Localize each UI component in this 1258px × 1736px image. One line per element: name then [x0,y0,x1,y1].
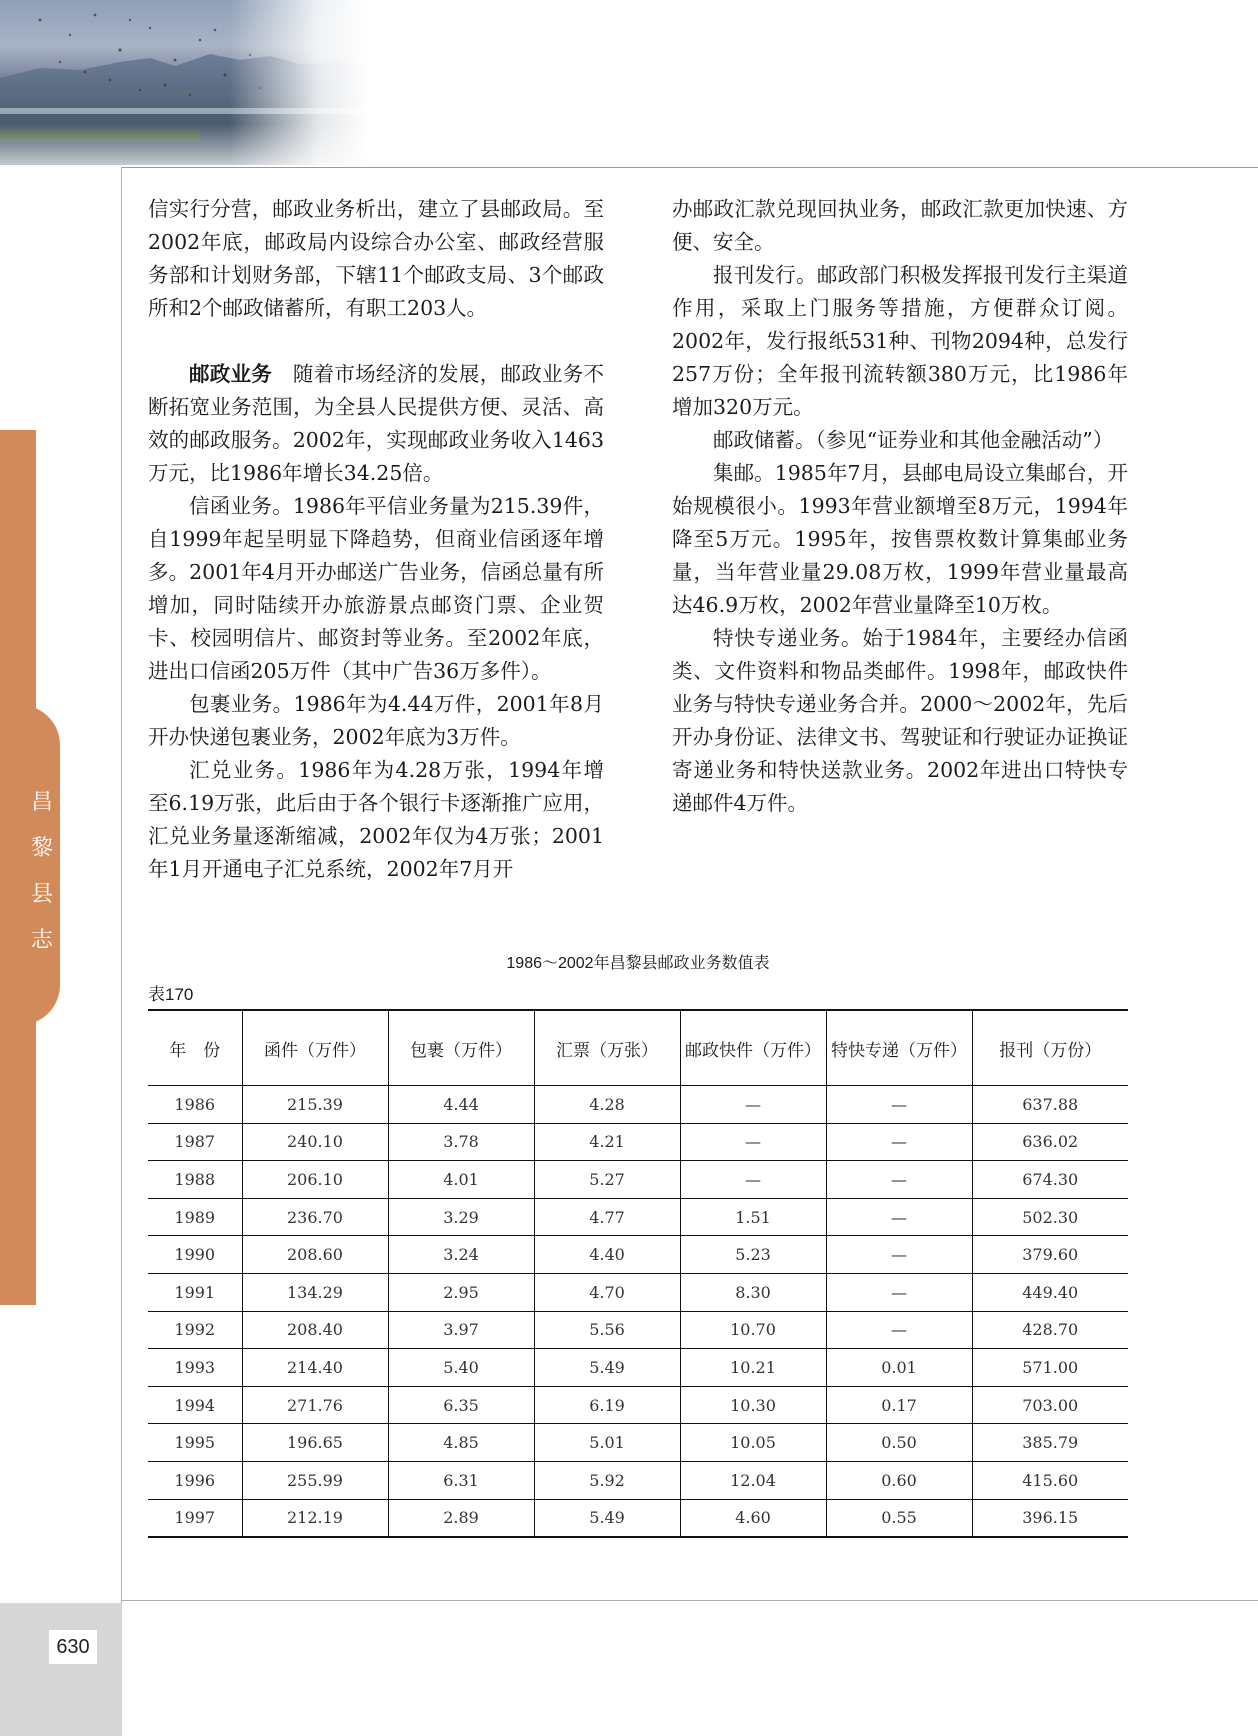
table-cell: 208.40 [242,1311,388,1349]
column-header: 邮政快件（万件） [680,1010,826,1086]
column-header: 报刊（万份） [972,1010,1128,1086]
paragraph-savings: 邮政储蓄。（参见“证券业和其他金融活动”） [713,428,1114,452]
header-divider [122,167,1258,168]
table-cell: 4.01 [388,1161,534,1199]
paragraph: 办邮政汇款兑现回执业务，邮政汇款更加快速、方便、安全。 [672,197,1128,254]
table-row [148,1386,1128,1424]
table-cell: 1995 [148,1424,242,1462]
table-cell: 0.60 [826,1461,972,1499]
table-cell: 4.21 [534,1123,680,1161]
table-cell: 134.29 [242,1273,388,1311]
table-cell: 1996 [148,1461,242,1499]
table-cell: 0.17 [826,1386,972,1424]
table-cell: 449.40 [972,1273,1128,1311]
table-row [148,1349,1128,1387]
table-cell: 385.79 [972,1424,1128,1462]
table-cell: 4.77 [534,1198,680,1236]
table-cell: 1992 [148,1311,242,1349]
table-cell: 5.01 [534,1424,680,1462]
table-cell: 8.30 [680,1273,826,1311]
table-cell: 214.40 [242,1349,388,1387]
table-cell: 5.23 [680,1236,826,1274]
table-cell: — [826,1161,972,1199]
column-header: 汇票（万张） [534,1010,680,1086]
paragraph: 信实行分营，邮政业务析出，建立了县邮政局。至2002年底，邮政局内设综合办公室、邮政经营服务部和计划财务部，下辖11个邮政支局、3个邮政所和2个邮政储蓄所，有职工203人。 [148,197,604,320]
table-cell: 196.65 [242,1424,388,1462]
table-cell: — [680,1161,826,1199]
table-cell: 1.51 [680,1198,826,1236]
table-cell: 236.70 [242,1198,388,1236]
table-cell: 5.49 [534,1499,680,1537]
paragraph-parcels: 包裹业务。1986年为4.44万件，2001年8月开办快递包裹业务，2002年底为3万件。 [148,692,604,749]
table-cell: 1986 [148,1086,242,1124]
table-cell: 1994 [148,1386,242,1424]
table-cell: 3.24 [388,1236,534,1274]
footer-divider [122,1600,1258,1601]
table-cell: 1989 [148,1198,242,1236]
table-cell: — [826,1311,972,1349]
column-header: 年 份 [148,1010,242,1086]
table-row [148,1086,1128,1124]
table-row [148,1236,1128,1274]
header-photo [0,0,370,165]
table-cell: 636.02 [972,1123,1128,1161]
table-cell: 208.60 [242,1236,388,1274]
table-cell: 396.15 [972,1499,1128,1537]
table-row [148,1123,1128,1161]
table-cell: 674.30 [972,1161,1128,1199]
margin-rule [121,167,122,1603]
section-heading: 邮政业务 [189,362,273,386]
text-column-left [148,193,604,886]
table-caption: 1986～2002年昌黎县邮政业务数值表 [506,955,770,972]
table-cell: 10.30 [680,1386,826,1424]
table-cell: 4.44 [388,1086,534,1124]
table-cell: 415.60 [972,1461,1128,1499]
table-cell: 5.92 [534,1461,680,1499]
table-cell: 0.50 [826,1424,972,1462]
table-cell: 5.56 [534,1311,680,1349]
table-cell: — [680,1123,826,1161]
table-cell: 1990 [148,1236,242,1274]
table-cell: — [826,1123,972,1161]
table-cell: 571.00 [972,1349,1128,1387]
postal-statistics-table [148,1009,1128,1538]
table-cell: 255.99 [242,1461,388,1499]
table-cell: — [826,1198,972,1236]
table-cell: 3.29 [388,1198,534,1236]
table-row [148,1311,1128,1349]
table-cell: 502.30 [972,1198,1128,1236]
table-row [148,1273,1128,1311]
table-cell: 1988 [148,1161,242,1199]
table-row [148,1198,1128,1236]
table-cell: 4.85 [388,1424,534,1462]
table-cell: 2.89 [388,1499,534,1537]
table-cell: 428.70 [972,1311,1128,1349]
table-row [148,1424,1128,1462]
table-cell: 1993 [148,1349,242,1387]
table-cell: 5.49 [534,1349,680,1387]
footer-block [0,1603,122,1736]
table-number: 表170 [148,985,194,1004]
table-cell: 5.27 [534,1161,680,1199]
table-row [148,1461,1128,1499]
table-cell: 206.10 [242,1161,388,1199]
paragraph-postal-business: 邮政业务 随着市场经济的发展，邮政业务不断拓宽业务范围，为全县人民提供方便、灵活、高效的邮政服务。2002年，实现邮政业务收入1463万元，比1986年增长34.25倍。 [148,362,605,485]
table-cell: 379.60 [972,1236,1128,1274]
table-cell: 5.40 [388,1349,534,1387]
table-cell: 240.10 [242,1123,388,1161]
table-cell: — [826,1236,972,1274]
table-cell: 212.19 [242,1499,388,1537]
table-cell: 10.05 [680,1424,826,1462]
table-row [148,1499,1128,1537]
table-cell: — [826,1273,972,1311]
table-cell: 4.40 [534,1236,680,1274]
paragraph-philately: 集邮。1985年7月，县邮电局设立集邮台，开始规模很小。1993年营业额增至8万元，1994年降至5万元。1995年，按售票枚数计算集邮业务量，当年营业量29.08万枚，1999年营业量最高达46.9万枚，2002年营业量降至10万枚。 [672,461,1128,617]
table-cell: 0.01 [826,1349,972,1387]
table-cell: 3.78 [388,1123,534,1161]
book-title: 昌 黎 县 志 [30,790,53,953]
table-body [148,1086,1128,1538]
table-cell: 3.97 [388,1311,534,1349]
table-cell: 0.55 [826,1499,972,1537]
table-cell: 6.31 [388,1461,534,1499]
paragraph-remittance: 汇兑业务。1986年为4.28万张，1994年增至6.19万张，此后由于各个银行卡逐渐推广应用，汇兑业务量逐渐缩减，2002年仅为4万张；2001年1月开通电子汇兑系统，2002年7月开 [148,758,604,881]
text-column-right [672,193,1128,820]
table-cell: 2.95 [388,1273,534,1311]
table-cell: 703.00 [972,1386,1128,1424]
table-cell: 6.35 [388,1386,534,1424]
table-cell: 1997 [148,1499,242,1537]
table-header-row [148,1010,1128,1086]
paragraph-newspapers: 报刊发行。邮政部门积极发挥报刊发行主渠道作用，采取上门服务等措施，方便群众订阅。2002年，发行报纸531种、刊物2094种，总发行257万份；全年报刊流转额380万元，比1986年增加320万元。 [672,263,1128,419]
table-cell: 4.60 [680,1499,826,1537]
column-header: 特快专递（万件） [826,1010,972,1086]
table-cell: 215.39 [242,1086,388,1124]
table-cell: 1991 [148,1273,242,1311]
table-cell: 4.70 [534,1273,680,1311]
table-row [148,1161,1128,1199]
table-cell: 1987 [148,1123,242,1161]
table-cell: 271.76 [242,1386,388,1424]
table-cell: 4.28 [534,1086,680,1124]
page-number: 630 [49,1630,97,1664]
table-cell: 10.70 [680,1311,826,1349]
table-cell: 10.21 [680,1349,826,1387]
table-cell: 12.04 [680,1461,826,1499]
table-cell: — [826,1086,972,1124]
table-cell: 637.88 [972,1086,1128,1124]
table-cell: 6.19 [534,1386,680,1424]
column-header: 函件（万件） [242,1010,388,1086]
paragraph-express: 特快专递业务。始于1984年，主要经办信函类、文件资料和物品类邮件。1998年，邮政快件业务与特快专递业务合并。2000～2002年，先后开办身份证、法律文书、驾驶证和行驶证办证换证寄递业务和特快送款业务。2002年进出口特快专递邮件4万件。 [672,626,1128,815]
column-header: 包裹（万件） [388,1010,534,1086]
paragraph-letters: 信函业务。1986年平信业务量为215.39件，自1999年起呈明显下降趋势，但商业信函逐年增多。2001年4月开办邮送广告业务，信函总量有所增加，同时陆续开办旅游景点邮资门票、企业贺卡、校园明信片、邮资封等业务。至2002年底，进出口信函205万件（其中广告36万多件）。 [148,494,604,683]
table-cell: — [680,1086,826,1124]
